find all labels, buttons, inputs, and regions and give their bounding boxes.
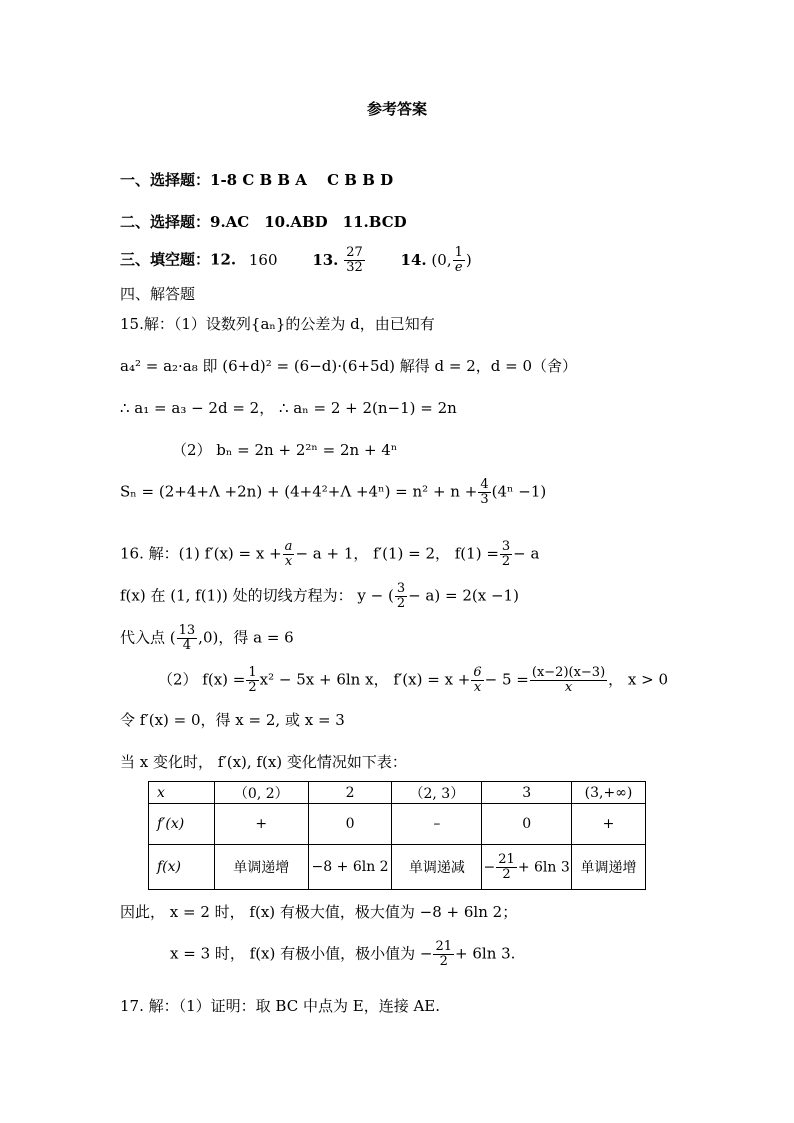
table-cell: 单调递减 (392, 845, 482, 890)
section-solutions: 四、解答题 (120, 285, 196, 303)
section-fill-blank (120, 246, 472, 275)
p15-line-4: （2） bₙ = 2n + 2²ⁿ = 2n + 4ⁿ (172, 441, 398, 459)
p16-line-5: 令 f′(x) = 0，得 x = 2, 或 x = 3 (120, 711, 345, 729)
table-row (149, 804, 646, 845)
conclusion-line-2: x = 3 时， f(x) 有极小值，极小值为 − $\frac{21}{2}$ + 6ln 3. (170, 939, 516, 969)
table-cell: 单调递增 (572, 845, 646, 890)
table-row (149, 782, 646, 804)
table-cell: f′(x) (149, 804, 215, 845)
q14-label: 14. (400, 250, 427, 269)
table-cell: + (572, 804, 646, 845)
section-choice-1: 一、选择题：1-8 C B B A C B B D (120, 171, 394, 189)
fraction: $\frac{(x-2)(x-3)}{x}$ (531, 665, 606, 695)
p15-line-5: Sₙ = (2+4+Λ +2n) + (4+4²+Λ +4ⁿ) = n² + n + $\frac{4}{3}$ (4ⁿ −1) (120, 477, 547, 507)
table-cell: x (149, 782, 215, 804)
fraction: $\frac{13}{4}$ (178, 623, 196, 653)
p16-line-3: 代入点 ( $\frac{13}{4}$ ,0)，得 a = 6 (120, 623, 294, 653)
table-cell: 0 (482, 804, 572, 845)
table-cell: （2, 3） (392, 782, 482, 804)
table-cell: （0, 2） (214, 782, 308, 804)
variation-table (148, 781, 646, 890)
table-cell: (3,+∞) (572, 782, 646, 804)
p15-line-2: a₄² = a₂·a₈ 即 (6+d)² = (6−d)·(6+5d) 解得 d = 2，d = 0（舍） (120, 357, 578, 375)
fraction: $\frac{1}{2}$ (248, 665, 257, 695)
fraction: $\frac{6}{x}$ (473, 665, 482, 695)
p16-line-6: 当 x 变化时， f′(x), f(x) 变化情况如下表： (120, 753, 407, 771)
table-cell: 0 (308, 804, 392, 845)
page-title: 参考答案 (366, 100, 427, 118)
section-choice-2: 二、选择题：9.AC 10.ABD 11.BCD (120, 213, 407, 231)
p15-line-1: 15.解：（1）设数列{aₙ}的公差为 d，由已知有 (120, 315, 435, 333)
p16-line-4: （2） f(x) = $\frac{1}{2}$ x² − 5x + 6ln x， f′(x) = x + $\frac{6}{x}$ − 5 = $\frac{(x-2)(x-3)}{x}$ ， x > 0 (158, 665, 669, 695)
fraction: $\frac{4}{3}$ (480, 477, 489, 507)
p15-line-3: ∴ a₁ = a₃ − 2d = 2， ∴ aₙ = 2 + 2(n−1) = 2n (120, 399, 457, 417)
p17-line-1: 17. 解：（1）证明：取 BC 中点为 E，连接 AE. (120, 997, 441, 1015)
fraction: $\frac{3}{2}$ (396, 581, 406, 611)
answer-13: $\frac{27}{32}$ (346, 245, 363, 275)
fraction: $\frac{a}{x}$ (284, 539, 293, 569)
table-cell: 单调递增 (214, 845, 308, 890)
table-row (149, 845, 646, 890)
table-cell: 3 (482, 782, 572, 804)
table-cell: −8 + 6ln 2 (308, 845, 392, 890)
answer-12: 160 (248, 250, 278, 269)
table-cell: 2 (308, 782, 392, 804)
q13-label: 13. (312, 250, 339, 269)
p16-line-1: 16. 解：(1) f′(x) = x + $\frac{a}{x}$ − a + 1， f′(1) = 2， f(1) = $\frac{3}{2}$ − a (120, 539, 540, 569)
table-cell: − $\frac{21}{2}$ + 6ln 3 (482, 845, 572, 890)
fraction: $\frac{3}{2}$ (501, 539, 511, 569)
fraction: $\frac{21}{2}$ (435, 939, 453, 969)
table-cell: + (214, 804, 308, 845)
fill-label: 三、填空题：12. (120, 250, 237, 269)
conclusion-line-1: 因此， x = 2 时， f(x) 有极大值，极大值为 −8 + 6ln 2； (120, 903, 518, 921)
answer-14: (0, $\frac{1}{e}$ ) (431, 245, 472, 275)
table-cell: f(x) (149, 845, 215, 890)
table-cell: – (392, 804, 482, 845)
p16-line-2: f(x) 在 (1, f(1)) 处的切线方程为： y − ( $\frac{3}{2}$ − a) = 2(x −1) (120, 581, 519, 611)
